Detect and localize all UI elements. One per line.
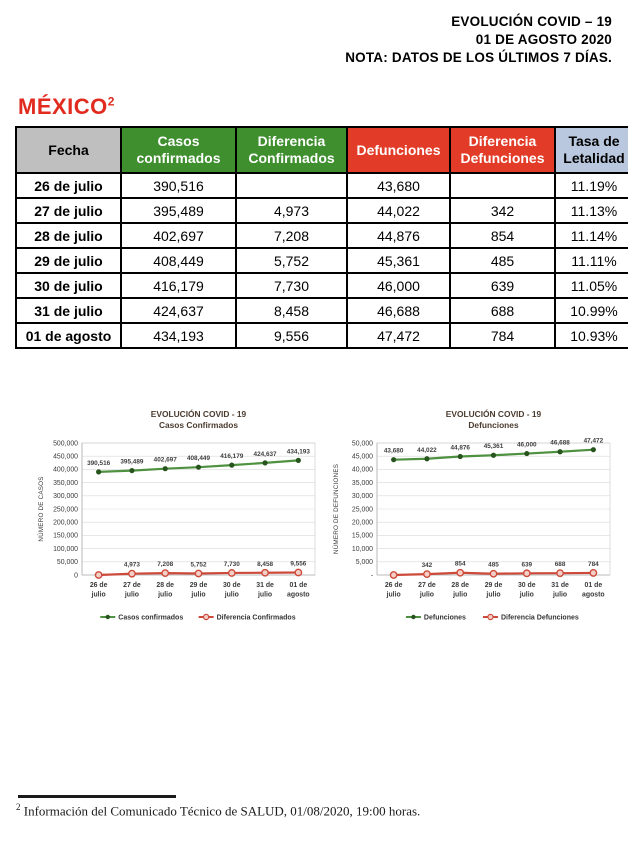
- legend-label: Diferencia Defunciones: [500, 614, 579, 622]
- data-label: 46,688: [550, 439, 570, 447]
- doc-note: NOTA: DATOS DE LOS ÚLTIMOS 7 DÍAS.: [345, 50, 612, 65]
- data-point: [557, 449, 562, 454]
- line-chart-svg: [329, 403, 618, 635]
- x-tick-label: 29 de: [189, 582, 208, 589]
- footnote-text: Información del Comunicado Técnico de SALUD, 01/08/2020, 19:00 horas.: [23, 803, 421, 819]
- x-tick-label: 27 de: [418, 582, 436, 589]
- column-header: Fecha: [16, 127, 121, 173]
- y-tick-label: 20,000: [351, 519, 373, 527]
- legend: [406, 614, 579, 621]
- table-row: [16, 248, 628, 273]
- data-point: [195, 570, 201, 576]
- data-label: 8,458: [257, 560, 274, 568]
- value-cell: 11.05%: [555, 273, 628, 298]
- legend: [100, 614, 295, 621]
- data-label: 44,876: [450, 444, 470, 452]
- series-diferencia-confirmados: [95, 560, 306, 578]
- y-tick-label: 40,000: [351, 466, 373, 474]
- x-tick-label: 31 de: [256, 582, 274, 589]
- data-point: [490, 571, 496, 577]
- x-tick-label: julio: [124, 591, 140, 599]
- y-tick-label: 150,000: [53, 532, 78, 540]
- date-cell: 29 de julio: [16, 248, 121, 273]
- value-cell: 10.93%: [555, 323, 628, 348]
- table-row: [16, 298, 628, 323]
- column-header: Casos confirmados: [121, 127, 236, 173]
- data-label: 7,730: [223, 560, 240, 568]
- x-tick-label: agosto: [287, 591, 310, 599]
- value-cell: 424,637: [121, 298, 236, 323]
- legend-label: Defunciones: [423, 614, 466, 622]
- y-tick-label: 25,000: [351, 506, 373, 514]
- y-tick-label: 5,000: [355, 559, 373, 567]
- x-tick-label: 30 de: [222, 582, 241, 589]
- table-header-row: [16, 127, 628, 173]
- footnote: [16, 802, 420, 819]
- data-label: 4,973: [123, 561, 140, 569]
- value-cell: 8,458: [236, 298, 347, 323]
- value-cell: 46,688: [347, 298, 450, 323]
- table-row: [16, 198, 628, 223]
- data-point: [163, 466, 168, 471]
- data-point: [196, 465, 201, 470]
- data-label: 639: [521, 561, 533, 569]
- value-cell: 5,752: [236, 248, 347, 273]
- chart-title: EVOLUCIÓN COVID - 19: [150, 409, 247, 419]
- y-tick-label: 250,000: [53, 506, 78, 514]
- chart-subtitle: Casos Confirmados: [158, 420, 239, 430]
- value-cell: 408,449: [121, 248, 236, 273]
- chart-casos-confirmados: [34, 403, 323, 635]
- chart-subtitle: Defunciones: [468, 420, 519, 430]
- line-chart-svg: [34, 403, 323, 635]
- value-cell: 45,361: [347, 248, 450, 273]
- data-label: 784: [588, 560, 599, 568]
- data-label: 688: [554, 561, 566, 569]
- x-tick-label: 26 de: [384, 582, 403, 589]
- value-cell: 390,516: [121, 173, 236, 198]
- x-tick-label: 28 de: [451, 582, 470, 589]
- data-label: 395,489: [120, 458, 144, 466]
- data-point: [129, 468, 134, 473]
- y-tick-label: 500,000: [53, 440, 78, 448]
- table-row: [16, 223, 628, 248]
- value-cell: 11.14%: [555, 223, 628, 248]
- y-tick-label: 0: [74, 572, 78, 580]
- date-cell: 28 de julio: [16, 223, 121, 248]
- x-axis: [385, 582, 605, 599]
- data-label: 390,516: [87, 459, 111, 467]
- data-label: 7,208: [157, 561, 174, 569]
- data-label: 854: [454, 560, 466, 568]
- y-tick-label: 50,000: [56, 559, 78, 567]
- data-point: [229, 570, 235, 576]
- value-cell: 342: [450, 198, 555, 223]
- data-point: [591, 447, 596, 452]
- data-point: [295, 569, 301, 575]
- legend-label: Casos confirmados: [118, 614, 184, 622]
- value-cell: 688: [450, 298, 555, 323]
- column-header: Defunciones: [347, 127, 450, 173]
- date-cell: 01 de agosto: [16, 323, 121, 348]
- data-point: [96, 469, 101, 474]
- data-label: 485: [488, 561, 499, 569]
- value-cell: 11.19%: [555, 173, 628, 198]
- x-tick-label: agosto: [582, 591, 605, 599]
- data-label: 434,193: [286, 448, 310, 456]
- data-label: 9,556: [290, 560, 307, 568]
- value-cell: 47,472: [347, 323, 450, 348]
- footnote-ref: 2: [16, 802, 21, 812]
- x-tick-label: julio: [486, 591, 501, 599]
- x-tick-label: julio: [257, 591, 273, 599]
- value-cell: 784: [450, 323, 555, 348]
- data-point: [296, 458, 301, 463]
- x-tick-label: julio: [158, 591, 173, 599]
- data-point: [557, 570, 563, 576]
- value-cell: [450, 173, 555, 198]
- x-tick-label: 01 de: [289, 582, 308, 589]
- legend-marker: [411, 615, 415, 619]
- series-diferencia-defunciones: [390, 561, 599, 578]
- document-header: [345, 13, 612, 67]
- value-cell: 11.13%: [555, 198, 628, 223]
- value-cell: 639: [450, 273, 555, 298]
- footnote-separator: [18, 795, 176, 798]
- x-axis: [90, 582, 310, 599]
- y-tick-label: 200,000: [53, 519, 78, 527]
- y-tick-label: 300,000: [53, 493, 78, 501]
- column-header: Diferencia Defunciones: [450, 127, 555, 173]
- data-point: [491, 453, 496, 458]
- date-cell: 31 de julio: [16, 298, 121, 323]
- date-cell: 27 de julio: [16, 198, 121, 223]
- y-tick-label: 100,000: [53, 545, 78, 553]
- data-point: [458, 454, 463, 459]
- data-label: 402,697: [153, 456, 177, 464]
- data-label: 416,179: [220, 453, 244, 461]
- covid-data-table: [15, 126, 628, 349]
- legend-marker: [204, 614, 209, 619]
- y-tick-label: 35,000: [351, 479, 373, 487]
- y-tick-label: 400,000: [53, 466, 78, 474]
- value-cell: 434,193: [121, 323, 236, 348]
- y-tick-label: 10,000: [351, 545, 373, 553]
- data-label: 46,000: [517, 441, 537, 449]
- value-cell: 402,697: [121, 223, 236, 248]
- y-tick-label: 50,000: [351, 440, 373, 448]
- column-header: Tasa de Letalidad: [555, 127, 628, 173]
- section-footnote-ref: 2: [107, 94, 115, 109]
- data-point: [424, 571, 430, 577]
- data-point: [590, 570, 596, 576]
- x-tick-label: julio: [519, 591, 534, 599]
- series-casos-confirmados: [87, 448, 310, 474]
- chart-defunciones: [329, 403, 618, 635]
- value-cell: 9,556: [236, 323, 347, 348]
- data-point: [391, 457, 396, 462]
- y-axis-title: NÚMERO DE CASOS: [38, 476, 45, 542]
- data-label: 47,472: [583, 437, 604, 445]
- x-tick-label: 01 de: [584, 582, 603, 589]
- x-tick-label: julio: [419, 591, 435, 599]
- value-cell: 10.99%: [555, 298, 628, 323]
- series-defunciones: [384, 438, 604, 463]
- value-cell: 395,489: [121, 198, 236, 223]
- data-label: 44,022: [417, 446, 437, 454]
- table-row: [16, 273, 628, 298]
- value-cell: 44,022: [347, 198, 450, 223]
- x-tick-label: julio: [453, 591, 468, 599]
- doc-title: EVOLUCIÓN COVID – 19: [451, 14, 612, 29]
- x-tick-label: julio: [224, 591, 239, 599]
- x-tick-label: 26 de: [89, 582, 108, 589]
- y-tick-label: 45,000: [351, 453, 373, 461]
- data-point: [457, 570, 463, 576]
- value-cell: 11.11%: [555, 248, 628, 273]
- value-cell: 4,973: [236, 198, 347, 223]
- y-tick-label: 15,000: [351, 532, 373, 540]
- value-cell: 416,179: [121, 273, 236, 298]
- x-tick-label: julio: [386, 591, 401, 599]
- x-tick-label: 29 de: [484, 582, 503, 589]
- x-tick-label: 28 de: [156, 582, 175, 589]
- data-point: [424, 456, 429, 461]
- data-label: 45,361: [483, 443, 504, 451]
- data-label: 5,752: [190, 561, 207, 569]
- date-cell: 30 de julio: [16, 273, 121, 298]
- value-cell: 854: [450, 223, 555, 248]
- data-point: [162, 570, 168, 576]
- y-axis-title: NÚMERO DE DEFUNCIONES: [333, 463, 340, 555]
- value-cell: [236, 173, 347, 198]
- data-label: 43,680: [383, 447, 404, 455]
- data-point: [95, 572, 101, 578]
- value-cell: 43,680: [347, 173, 450, 198]
- section-title-text: MÉXICO: [18, 94, 108, 119]
- data-point: [229, 463, 234, 468]
- x-tick-label: julio: [552, 591, 568, 599]
- date-cell: 26 de julio: [16, 173, 121, 198]
- data-point: [524, 451, 529, 456]
- x-tick-label: 31 de: [551, 582, 569, 589]
- y-tick-label: 450,000: [53, 453, 78, 461]
- y-tick-label: 30,000: [351, 493, 373, 501]
- value-cell: 485: [450, 248, 555, 273]
- x-tick-label: 30 de: [517, 582, 536, 589]
- column-header: Diferencia Confirmados: [236, 127, 347, 173]
- y-axis: [351, 437, 610, 580]
- x-tick-label: julio: [191, 591, 206, 599]
- data-label: 408,449: [186, 455, 211, 463]
- doc-date: 01 DE AGOSTO 2020: [475, 32, 612, 47]
- charts-row: [34, 403, 624, 635]
- data-label: 424,637: [253, 450, 277, 458]
- data-point: [262, 460, 267, 465]
- data-point: [129, 570, 135, 576]
- legend-label: Diferencia Confirmados: [216, 614, 296, 622]
- x-tick-label: 27 de: [123, 582, 141, 589]
- legend-marker: [106, 615, 110, 619]
- value-cell: 46,000: [347, 273, 450, 298]
- chart-title: EVOLUCIÓN COVID - 19: [445, 409, 542, 419]
- data-point: [524, 570, 530, 576]
- section-title-mexico: [18, 94, 115, 120]
- y-tick-label: -: [370, 572, 373, 580]
- value-cell: 44,876: [347, 223, 450, 248]
- legend-marker: [488, 614, 493, 619]
- table-row: [16, 173, 628, 198]
- table-row: [16, 323, 628, 348]
- x-tick-label: julio: [91, 591, 106, 599]
- value-cell: 7,730: [236, 273, 347, 298]
- data-point: [262, 570, 268, 576]
- data-label: 342: [421, 562, 433, 570]
- value-cell: 7,208: [236, 223, 347, 248]
- y-tick-label: 350,000: [53, 479, 78, 487]
- data-point: [390, 572, 396, 578]
